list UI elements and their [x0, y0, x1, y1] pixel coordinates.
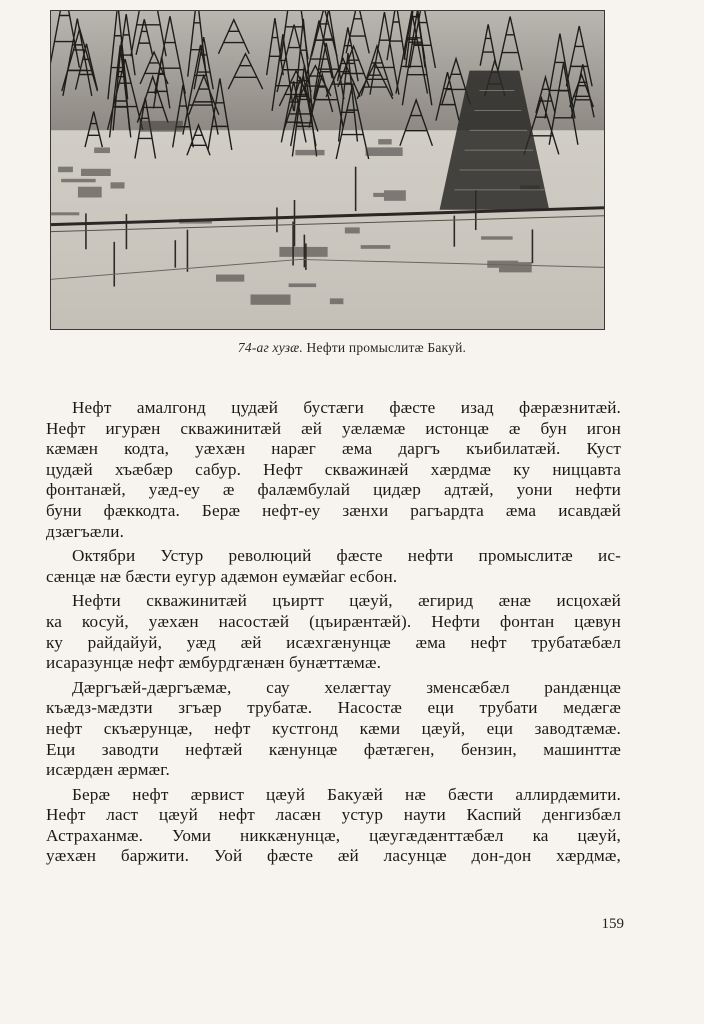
ground-patch [94, 147, 110, 153]
ground-patch [289, 283, 317, 287]
text-line: ку райдайуй, уæд æй исæхгæнунцæ æма нефт трубатæбæл [46, 632, 621, 652]
text-line: кæмæн кодта, уæхæн нарæг æма даргъ къибилатæй. Куст [46, 439, 621, 459]
oil-field-photo [50, 10, 605, 330]
ground-patch [295, 150, 324, 155]
text-line: Нефт ласт цæуй нефт ласæн устур наути Каспий денгизбæл [46, 805, 621, 825]
ground-patch [81, 169, 111, 176]
paragraph [46, 591, 621, 673]
ground-patch [481, 236, 513, 239]
text-line: Октябри Устур революций фæсте нефти промыслитæ ис- [72, 546, 621, 566]
text-line: Дæргъæй-дæргъæмæ, сау хелæгтау зменсæбæл рандæнцæ [72, 677, 621, 697]
ground-patch [216, 275, 244, 282]
text-line: Берæ нефт æрвист цæуй Бакуæй нæ бæсти аллирдæмити. [72, 784, 621, 804]
ground-patch [111, 182, 125, 188]
paragraph [46, 678, 621, 781]
ground-patch [378, 139, 391, 144]
ground-patch [384, 190, 406, 201]
text-line: исаразунцæ нефт æмбурдгæнæн бунæттæмæ. [46, 653, 382, 673]
text-line: цудæй хъæбæр сабур. Нефт скважинæй хæрдмæ ку ниццавта [46, 459, 621, 479]
text-line: фонтанæй, уæд-еу æ фалæмбулай цидæр адтæй, уони нефти [46, 480, 621, 500]
paragraph [46, 546, 621, 587]
ground-patch [78, 187, 102, 198]
ground-patch [345, 227, 360, 233]
figure-caption-text: Нефти промыслитæ Бакуй. [302, 340, 467, 355]
ground-patch [330, 298, 344, 304]
text-line: къæдз-мæдзти згъæр трубатæ. Насостæ еци трубати медæгæ [46, 698, 621, 718]
text-line: Еци заводти нефтæй кæнунцæ фæтæген, бензин, машинттæ [46, 739, 621, 759]
ground-patch [51, 212, 79, 215]
figure-caption-label: 74-аг хузæ. [237, 340, 303, 355]
text-line: буни фæккодта. Берæ нефт-еу зæнхи рагъардта æма исавдæй [46, 500, 621, 520]
text-line: уæхæн баржити. Уой фæсте æй ласунцæ дон-дон хæрдмæ, [46, 846, 621, 866]
page-number: 159 [601, 916, 624, 932]
body-text [46, 398, 621, 867]
ground-patch [139, 121, 183, 132]
ground-patch [251, 294, 291, 304]
figure-caption [0, 340, 704, 356]
ground-patch [61, 179, 95, 182]
text-line: исæрдæн æрмæг. [46, 760, 171, 780]
ground-patch [58, 167, 73, 173]
text-line: Нефт амалгонд цудæй бустæги фæсте изад фæрæзнитæй. [72, 398, 621, 417]
ground-patch [366, 147, 403, 156]
oil-derricks-image [51, 11, 604, 329]
text-line: Нефт игурæн скважинитæй æй уæлæмæ истонцæ æ бун игон [46, 418, 621, 438]
ground-patch [279, 247, 327, 257]
paragraph [46, 398, 621, 542]
ground-patch [499, 262, 532, 272]
ground-patch [361, 245, 391, 249]
text-line: Нефти скважинитæй цъиртт цæуй, æгирид æнæ исцохæй [72, 591, 621, 611]
text-line: дзæгъæли. [46, 521, 125, 541]
text-line: ка косуй, уæхæн насостæй (цъирæнтæй). Нефти фонтан цæвун [46, 611, 621, 631]
text-line: нефт скъæрунцæ, нефт кустгонд кæми цæуй, еци заводтæмæ. [46, 718, 621, 738]
text-line: Астраханмæ. Уоми никкæнунцæ, цæугæдæнттæбæл ка цæуй, [46, 825, 621, 845]
text-line: сæнцæ нæ бæсти еугур адæмон еумæйаг есбон. [46, 566, 398, 586]
paragraph [46, 785, 621, 867]
